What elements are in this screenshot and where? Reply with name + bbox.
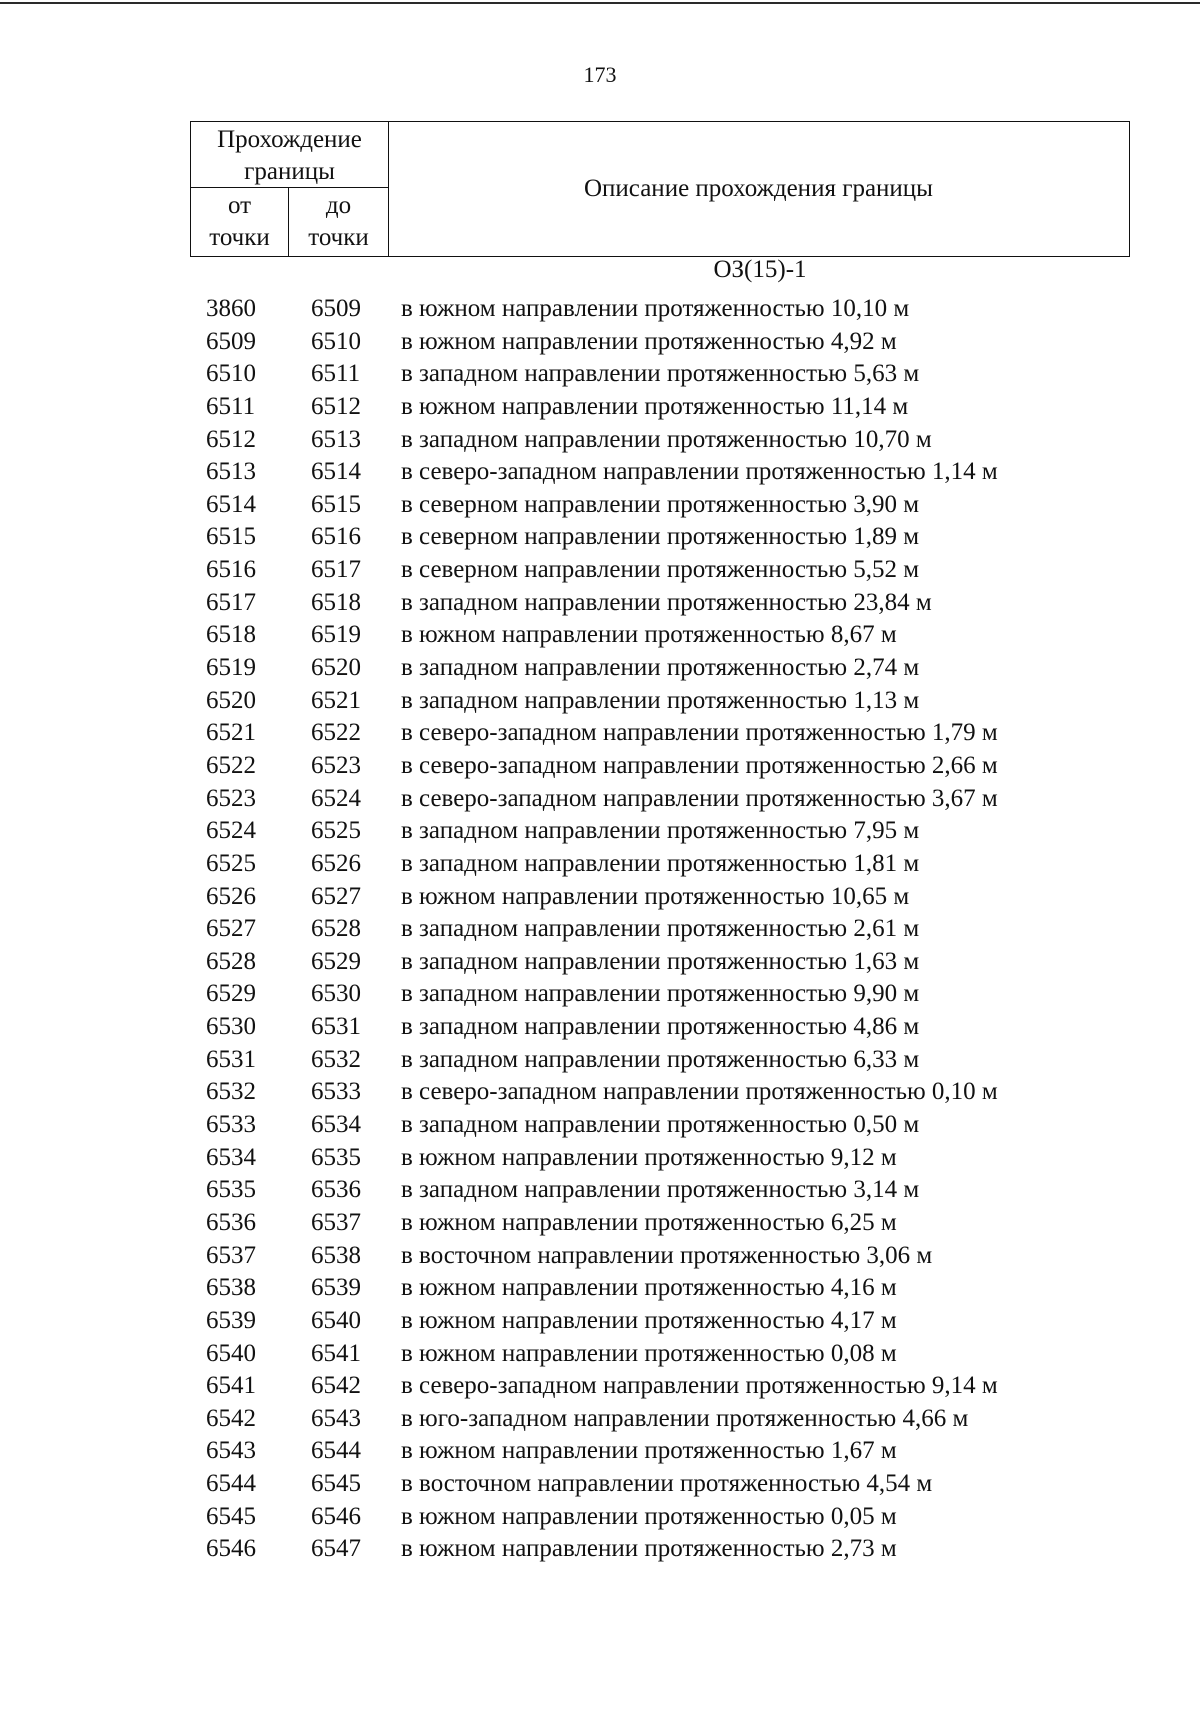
table-row [0,1076,1200,1109]
header-from-line1: от [227,192,252,219]
header-boundary-passage-line1: Прохождение [217,126,362,153]
description-cell: в западном направлении протяженностью 1,81 м [401,849,920,877]
from-point-cell: 6521 [206,719,256,747]
table-row [0,1109,1200,1142]
from-point-cell: 6526 [206,882,256,910]
description-cell: в южном направлении протяженностью 10,65 м [401,882,910,910]
to-point-cell: 6545 [311,1470,361,1498]
to-point-cell: 6533 [311,1078,361,1106]
table-row [0,913,1200,946]
from-point-cell: 6522 [206,751,256,779]
table-row [0,1207,1200,1240]
description-cell: в западном направлении протяженностью 10,70 м [401,425,932,453]
to-point-cell: 6539 [311,1274,361,1302]
description-cell: в западном направлении протяженностью 1,13 м [401,686,920,714]
from-point-cell: 6530 [206,1013,256,1041]
from-point-cell: 6514 [206,490,256,518]
description-cell: в южном направлении протяженностью 1,67 м [401,1437,897,1465]
header-boundary-passage [191,122,389,188]
from-point-cell: 6545 [206,1502,256,1530]
description-cell: в южном направлении протяженностью 0,05 м [401,1502,897,1530]
table-row [0,750,1200,783]
description-cell: в южном направлении протяженностью 9,12 м [401,1143,897,1171]
to-point-cell: 6519 [311,621,361,649]
table-row [0,881,1200,914]
from-point-cell: 6532 [206,1078,256,1106]
description-cell: в южном направлении протяженностью 2,73 м [401,1535,897,1563]
from-point-cell: 6528 [206,947,256,975]
table-row [0,815,1200,848]
from-point-cell: 6533 [206,1111,256,1139]
from-point-cell: 6534 [206,1143,256,1171]
description-cell: в южном направлении протяженностью 4,16 м [401,1274,897,1302]
to-point-cell: 6530 [311,980,361,1008]
table-row [0,1533,1200,1566]
from-point-cell: 6531 [206,1045,256,1073]
description-cell: в северном направлении протяженностью 1,89 м [401,523,920,551]
to-point-cell: 6529 [311,947,361,975]
description-cell: в западном направлении протяженностью 2,74 м [401,654,920,682]
table-row [0,326,1200,359]
table-row [0,1011,1200,1044]
from-point-cell: 6513 [206,458,256,486]
table-row [0,1272,1200,1305]
description-cell: в южном направлении протяженностью 11,14 м [401,392,909,420]
to-point-cell: 6534 [311,1111,361,1139]
to-point-cell: 6520 [311,654,361,682]
description-cell: в северо-западном направлении протяженностью 1,14 м [401,458,998,486]
table-row [0,783,1200,816]
from-point-cell: 6511 [206,392,256,420]
to-point-cell: 6537 [311,1208,361,1236]
to-point-cell: 6513 [311,425,361,453]
table-header [190,121,1130,257]
to-point-cell: 6544 [311,1437,361,1465]
to-point-cell: 6547 [311,1535,361,1563]
from-point-cell: 6525 [206,849,256,877]
description-cell: в западном направлении протяженностью 3,14 м [401,1176,920,1204]
to-point-cell: 6538 [311,1241,361,1269]
boundary-rows [0,293,1200,1566]
description-cell: в северо-западном направлении протяженностью 9,14 м [401,1372,998,1400]
to-point-cell: 6532 [311,1045,361,1073]
table-row [0,652,1200,685]
table-row [0,1338,1200,1371]
from-point-cell: 6541 [206,1372,256,1400]
from-point-cell: 6524 [206,817,256,845]
from-point-cell: 3860 [206,295,256,322]
from-point-cell: 6546 [206,1535,256,1563]
description-cell: в южном направлении протяженностью 6,25 м [401,1208,897,1236]
description-cell: в северо-западном направлении протяженностью 0,10 м [401,1078,998,1106]
page-number: 173 [583,62,617,87]
description-cell: в восточном направлении протяженностью 3,06 м [401,1241,933,1269]
to-point-cell: 6542 [311,1372,361,1400]
table-row [0,1370,1200,1403]
to-point-cell: 6541 [311,1339,361,1367]
description-cell: в западном направлении протяженностью 4,86 м [401,1013,920,1041]
from-point-cell: 6537 [206,1241,256,1269]
description-cell: в западном направлении протяженностью 0,50 м [401,1111,920,1139]
table-row [0,1468,1200,1501]
to-point-cell: 6543 [311,1404,361,1432]
table-row [0,587,1200,620]
to-point-cell: 6523 [311,751,361,779]
from-point-cell: 6512 [206,425,256,453]
to-point-cell: 6522 [311,719,361,747]
description-cell: в западном направлении протяженностью 23,84 м [401,588,932,616]
table-row [0,685,1200,718]
from-point-cell: 6518 [206,621,256,649]
table-row [0,424,1200,457]
from-point-cell: 6539 [206,1306,256,1334]
to-point-cell: 6521 [311,686,361,714]
header-to-line2: точки [308,224,369,251]
description-cell: в северо-западном направлении протяженностью 2,66 м [401,751,998,779]
header-description: Описание прохождения границы [584,175,933,202]
from-point-cell: 6515 [206,523,256,551]
description-cell: в юго-западном направлении протяженностью 4,66 м [401,1404,969,1432]
description-cell: в западном направлении протяженностью 6,33 м [401,1045,920,1073]
header-boundary-passage-line2: границы [244,158,335,185]
description-cell: в северном направлении протяженностью 3,90 м [401,490,920,518]
from-point-cell: 6520 [206,686,256,714]
header-from-point [191,188,289,256]
description-cell: в западном направлении протяженностью 7,95 м [401,817,920,845]
table-row [0,946,1200,979]
to-point-cell: 6515 [311,490,361,518]
from-point-cell: 6538 [206,1274,256,1302]
table-row [0,358,1200,391]
table-row [0,1305,1200,1338]
from-point-cell: 6540 [206,1339,256,1367]
table-row [0,978,1200,1011]
table-row [0,848,1200,881]
from-point-cell: 6542 [206,1404,256,1432]
header-to-point [289,188,389,256]
header-from-line2: точки [209,224,270,251]
to-point-cell: 6525 [311,817,361,845]
table-row [0,1044,1200,1077]
from-point-cell: 6536 [206,1208,256,1236]
table-row [0,391,1200,424]
from-point-cell: 6510 [206,360,256,388]
description-cell: в западном направлении протяженностью 1,63 м [401,947,920,975]
to-point-cell: 6517 [311,556,361,584]
to-point-cell: 6535 [311,1143,361,1171]
to-point-cell: 6516 [311,523,361,551]
section-title: ОЗ(15)-1 [713,256,807,283]
description-cell: в восточном направлении протяженностью 4,54 м [401,1470,933,1498]
to-point-cell: 6512 [311,392,361,420]
from-point-cell: 6523 [206,784,256,812]
description-cell: в северо-западном направлении протяженностью 1,79 м [401,719,998,747]
to-point-cell: 6510 [311,327,361,355]
table-row [0,1142,1200,1175]
to-point-cell: 6527 [311,882,361,910]
to-point-cell: 6511 [311,360,361,388]
description-cell: в западном направлении протяженностью 2,61 м [401,915,920,943]
table-row [0,1240,1200,1273]
to-point-cell: 6531 [311,1013,361,1041]
from-point-cell: 6544 [206,1470,256,1498]
description-cell: в западном направлении протяженностью 9,90 м [401,980,920,1008]
description-cell: в южном направлении протяженностью 4,92 м [401,327,897,355]
table-row [0,1174,1200,1207]
description-cell: в южном направлении протяженностью 0,08 м [401,1339,897,1367]
description-cell: в северном направлении протяженностью 5,52 м [401,556,920,584]
from-point-cell: 6517 [206,588,256,616]
from-point-cell: 6516 [206,556,256,584]
table-row [0,554,1200,587]
to-point-cell: 6524 [311,784,361,812]
to-point-cell: 6546 [311,1502,361,1530]
description-cell: в северо-западном направлении протяженностью 3,67 м [401,784,998,812]
to-point-cell: 6509 [311,295,361,322]
to-point-cell: 6518 [311,588,361,616]
table-row [0,1501,1200,1534]
from-point-cell: 6535 [206,1176,256,1204]
table-row [0,1435,1200,1468]
table-row [0,293,1200,326]
table-row [0,619,1200,652]
description-cell: в западном направлении протяженностью 5,63 м [401,360,920,388]
from-point-cell: 6529 [206,980,256,1008]
to-point-cell: 6528 [311,915,361,943]
description-cell: в южном направлении протяженностью 8,67 м [401,621,897,649]
table-row [0,489,1200,522]
table-row [0,456,1200,489]
scan-edge [0,2,1200,4]
table-row [0,717,1200,750]
to-point-cell: 6540 [311,1306,361,1334]
from-point-cell: 6527 [206,915,256,943]
description-cell: в южном направлении протяженностью 4,17 м [401,1306,897,1334]
from-point-cell: 6509 [206,327,256,355]
header-to-line1: до [325,192,352,219]
from-point-cell: 6543 [206,1437,256,1465]
from-point-cell: 6519 [206,654,256,682]
description-cell: в южном направлении протяженностью 10,10 м [401,295,910,322]
to-point-cell: 6514 [311,458,361,486]
table-row [0,1403,1200,1436]
to-point-cell: 6526 [311,849,361,877]
to-point-cell: 6536 [311,1176,361,1204]
table-row [0,521,1200,554]
